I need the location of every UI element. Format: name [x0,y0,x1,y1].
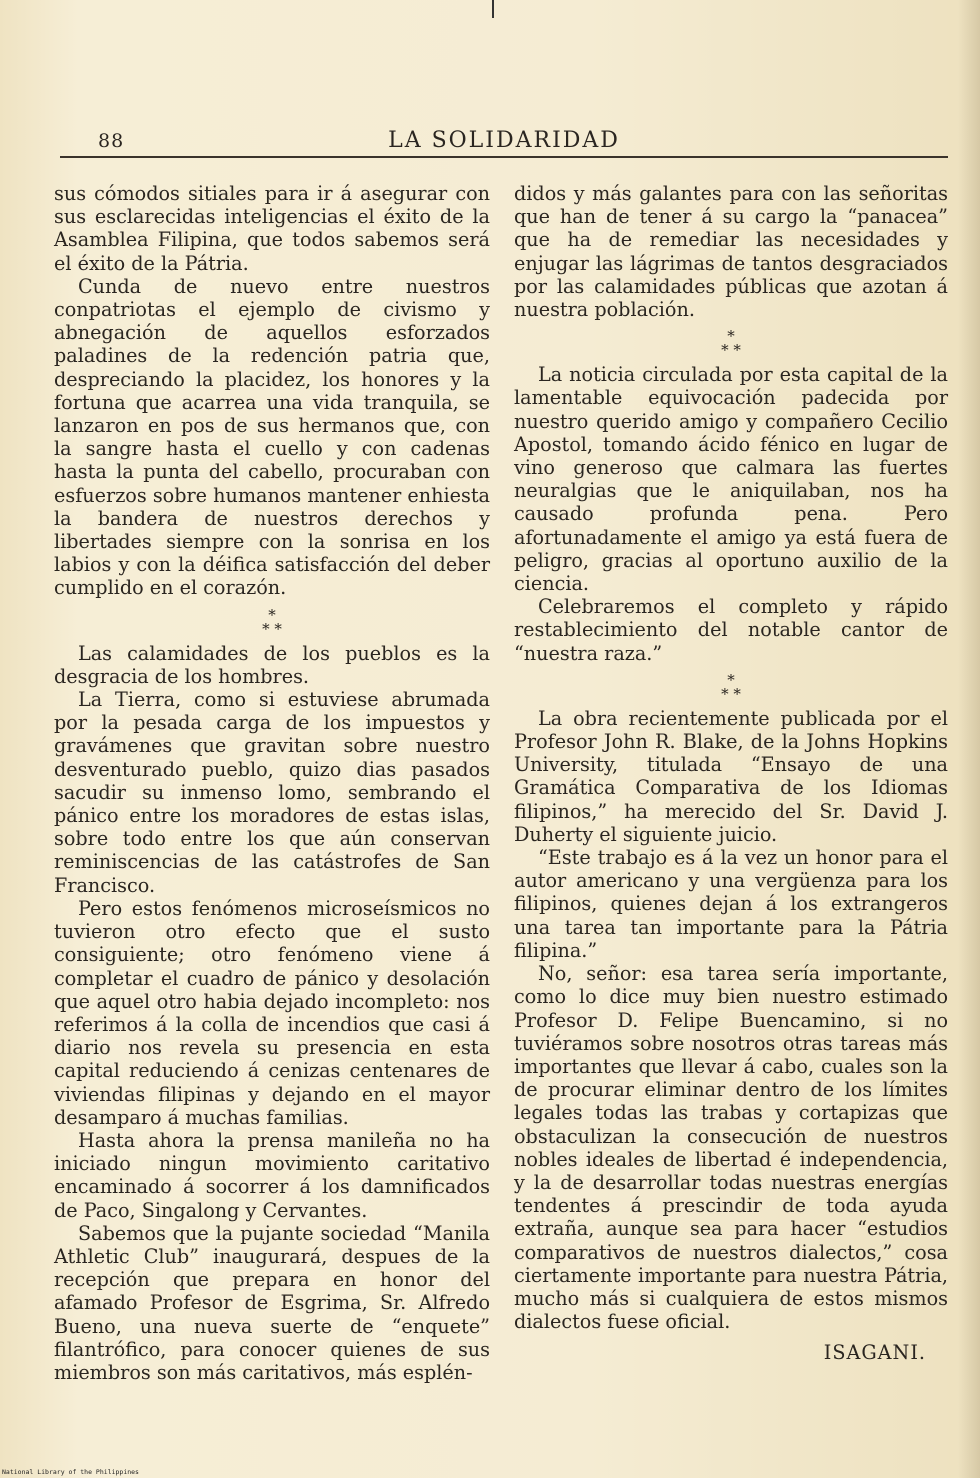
section-asterism [514,327,948,360]
library-credit: National Library of the Philippines [2,1468,139,1476]
paragraph: La Tierra, como si estuviese abrumada por la pesada carga de los impuestos y gravámenes que gravitan sobre nuestro desventurado pueblo, quizo dias pasados sacudir su inmenso lomo, sembrando el pánico entre los moradores de estas islas, sobre todo entre los que aún conservan reminiscencias de las catástrofes de San Francisco. [54,688,490,897]
paragraph: Las calamidades de los pueblos es la desgracia de los hombres. [54,641,490,688]
asterism-bottom: * * [262,619,282,638]
paragraph: Celebraremos el completo y rápido restablecimiento del notable cantor de “nuestra raza.” [514,595,948,665]
asterism-top: * [268,605,276,624]
asterism-top: * [727,670,735,689]
paragraph: Cunda de nuevo entre nuestros conpatriotas el ejemplo de civismo y abnegación de aquellos esforzados paladines de la redención patria que, despreciando la placidez, los honores y la fortuna que acarrea una vida tranquila, se lanzaron en pos de sus hermanos que, con la sangre hasta el cuello y con cadenas hasta la punta del cabello, procuraban con esfuerzos sobre humanos mantener enhiesta la bandera de nuestros derechos y libertades siempre con la sonrisa en los labios y con la déifica satisfacción del deber cumplido en el corazón. [54,274,490,600]
paragraph: La noticia circulada por esta capital de la lamentable equivocación padecida por nuestro querido amigo y compañero Cecilio Apostol, tomando ácido fénico en lugar de vino generoso que calmara las fuertes neuralgias que le aniquilaban, nos ha causado profunda pena. Pero afortunadamente el amigo ya está fuera de peligro, gracias al oportuno auxilio de la ciencia. [514,363,948,596]
page-header [60,126,948,156]
header-rule [60,156,948,158]
paragraph: No, señor: esa tarea sería importante, como lo dice muy bien nuestro estimado Profesor D. Felipe Buencamino, si no tuviéramos sobre nosotros otras tareas más importantes que llevar á cabo, cuales son la de procurar eliminar dentro de los límites legales todas las trabas y cortapizas que obstaculizan la consecución de nuestros nobles ideales de libertad é independencia, y la de desarrollar todas nuestras energías tendentes á prescindir de toda ayuda extraña, aunque sea para hacer “estudios comparativos de nuestros dialectos,” cosa ciertamente importante para nuestra Pátria, mucho más si cualquiera de estos mismos dialectos fuese oficial. [514,962,948,1334]
page-edge-shadow [958,0,980,1478]
binding-mark [492,0,494,18]
author-signature: ISAGANI. [823,1341,926,1365]
paragraph: “Este trabajo es á la vez un honor para el autor americano y una vergüenza para los filipinos, quienes dejan á los extrangeros una tarea tan importante para la Pátria filipina.” [514,846,948,962]
paragraph: Pero estos fenómenos microseísmicos no tuvieron otro efecto que el susto consiguiente; otro fenómeno viene á completar el cuadro de pánico y desolación que aquel otro habia dejado incompleto: nos referimos á la colla de incendios que casi á diario nos revela su presencia en esta capital reduciendo á cenizas centenares de viviendas filipinas y dejando en el mayor desamparo á muchas familias. [54,896,490,1129]
left-column [54,182,490,1384]
paragraph: Sabemos que la pujante sociedad “Manila Athletic Club” inaugurará, despues de la recepción que prepara en honor del afamado Profesor de Esgrima, Sr. Alfredo Bueno, una nueva suerte de “enquete” filantrófico, para conocer quienes de sus miembros son más caritativos, más esplén- [54,1221,490,1384]
asterism-top: * [727,327,735,346]
section-asterism [54,605,490,638]
running-title: LA SOLIDARIDAD [388,128,620,153]
asterism-bottom: * * [721,684,741,703]
section-asterism [514,670,948,703]
asterism-bottom: * * [721,341,741,360]
paragraph: didos y más galantes para con las señoritas que han de tener á su cargo la “panacea” que ha de remediar las necesidades y enjugar las lágrimas de tantos desgraciados por las calamidades públicas que azotan á nuestra población. [514,182,948,322]
paragraph: Hasta ahora la prensa manileña no ha iniciado ningun movimiento caritativo encaminado á socorrer á los damnificados de Paco, Singalong y Cervantes. [54,1128,490,1222]
paragraph: La obra recientemente publicada por el Profesor John R. Blake, de la Johns Hopkins University, titulada “Ensayo de una Gramática Comparativa de los Idiomas filipinos,” ha merecido del Sr. David J. Duherty el siguiente juicio. [514,706,948,846]
page-number: 88 [98,130,125,152]
paragraph: sus cómodos sitiales para ir á asegurar con sus esclarecidas inteligencias el éxito de la Asamblea Filipina, que todos sabemos será el éxito de la Pátria. [54,182,490,275]
right-column [514,182,948,1365]
